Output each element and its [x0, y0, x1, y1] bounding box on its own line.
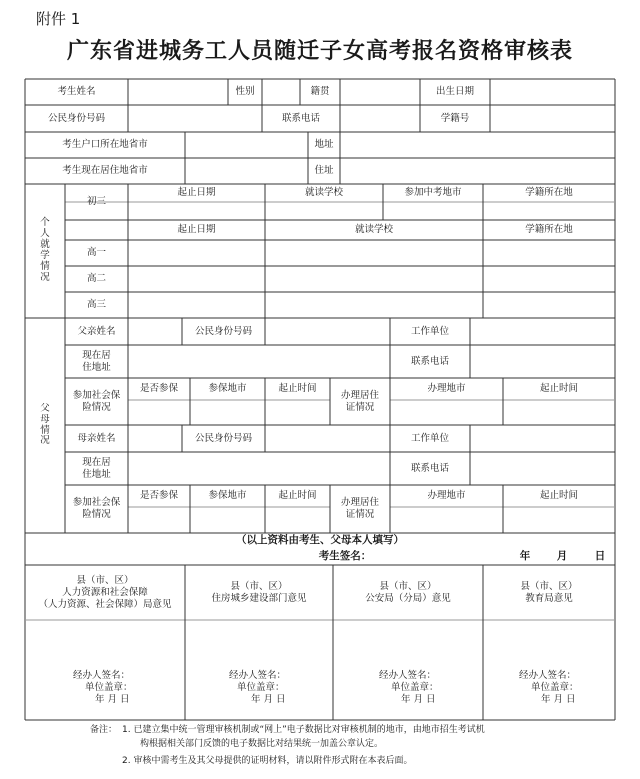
- label-birthdate: 出生日期: [435, 86, 474, 98]
- review-education-sign: [483, 660, 615, 716]
- label-father-work-unit: 工作单位: [410, 325, 449, 337]
- review-police-county: 县（市、区）: [379, 581, 437, 593]
- label-mother-insurance: 参加社会保险情况: [72, 497, 121, 520]
- note-2: 2. 审核中需考生及其父母提供的证明材料，请以附件形式附在本表后面。: [122, 756, 413, 766]
- label-senior1: 高一: [86, 247, 106, 259]
- note-1a: 1. 已建立集中统一管理审核机制或“网上”电子数据比对审核机制的地市，由地市招生考试机: [122, 725, 485, 735]
- label-origin: 籍贯: [310, 86, 330, 98]
- label-father-insurance: 参加社会保险情况: [72, 389, 121, 413]
- label-mother-work-unit: 工作单位: [410, 432, 449, 444]
- review-education-header: [483, 566, 615, 620]
- review-housing-label: 住房城乡建设部门意见: [211, 593, 307, 604]
- header-father-insured-city: 参保地市: [208, 383, 247, 395]
- label-father-id: 公民身份号码: [194, 325, 252, 337]
- label-mother-name: 母亲姓名: [77, 432, 116, 444]
- review-police-label: 公安局（分局）意见: [365, 593, 451, 604]
- notes-label: 备注：: [90, 725, 118, 735]
- label-id-number: 公民身份号码: [47, 112, 105, 124]
- review-education-county: 县（市、区）: [520, 581, 578, 593]
- sign-day: 日: [594, 550, 606, 563]
- label-gender: 性别: [235, 86, 255, 98]
- section-study-label: 个人就学情况: [40, 217, 50, 283]
- label-phone: 联系电话: [281, 112, 320, 124]
- review-hr-line2: （人力资源、社会保障）局意见: [38, 598, 172, 610]
- header-father-permit-period: 起止时间: [539, 383, 578, 395]
- note-1b: 构根据相关部门反馈的电子数据比对结果统一加盖公章认定。: [140, 739, 384, 749]
- header-mother-insured: 是否参保: [139, 490, 178, 502]
- section-parents: [25, 318, 65, 533]
- attachment-label: 附件 1: [36, 10, 81, 28]
- review-housing-county: 县（市、区）: [230, 581, 288, 593]
- review-police-sign: [333, 660, 483, 716]
- header-start-end-date-senior: 起止日期: [177, 224, 216, 236]
- header-roll-location: 学籍所在地: [525, 187, 573, 199]
- label-mother-residence-permit: 办理居住证情况: [340, 497, 379, 520]
- police-seal: 单位盖章：: [391, 682, 439, 694]
- label-mother-phone: 联系电话: [410, 462, 449, 474]
- header-exam-location: 参加中考地市: [404, 187, 462, 199]
- review-hr-sign: [25, 660, 185, 716]
- label-father-address: 现在居住地址: [82, 349, 111, 373]
- label-father-phone: 联系电话: [410, 355, 449, 367]
- filled-by-note: （以上资料由考生、父母本人填写）: [236, 534, 404, 547]
- header-roll-location-senior: 学籍所在地: [525, 224, 573, 236]
- police-date: 年 月 日: [401, 693, 436, 705]
- hr-handler: 经办人签名：: [73, 670, 131, 682]
- header-mother-period: 起止时间: [278, 490, 317, 502]
- label-address: 地址: [314, 139, 334, 151]
- label-senior3: 高三: [86, 299, 106, 311]
- sign-year: 年: [519, 550, 531, 563]
- label-hukou-province: 考生户口所在地省市: [62, 139, 148, 151]
- hr-seal: 单位盖章：: [85, 682, 133, 694]
- education-seal: 单位盖章：: [531, 682, 579, 694]
- housing-date: 年 月 日: [251, 693, 286, 705]
- header-father-insured: 是否参保: [139, 383, 178, 395]
- label-senior2: 高二: [86, 273, 106, 285]
- header-school: 就读学校: [304, 187, 343, 199]
- header-mother-insured-city: 参保地市: [208, 490, 247, 502]
- education-handler: 经办人签名：: [519, 670, 577, 682]
- hr-date: 年 月 日: [95, 693, 130, 705]
- label-father-name: 父亲姓名: [77, 325, 116, 337]
- sign-month: 月: [556, 550, 568, 563]
- housing-seal: 单位盖章：: [237, 682, 285, 694]
- review-hr-header: [25, 566, 185, 620]
- student-signature-label: 考生签名：: [318, 550, 372, 563]
- label-mother-id: 公民身份号码: [194, 432, 252, 444]
- label-junior3: 初三: [86, 196, 106, 208]
- header-father-permit-city: 办理地市: [427, 383, 466, 395]
- label-father-residence-permit: 办理居住证情况: [340, 389, 379, 413]
- education-date: 年 月 日: [541, 693, 576, 705]
- header-mother-permit-period: 起止时间: [539, 490, 578, 502]
- housing-handler: 经办人签名：: [229, 670, 287, 682]
- label-student-name: 考生姓名: [57, 86, 96, 98]
- label-mother-address: 现在居住地址: [82, 456, 111, 480]
- review-education-label: 教育局意见: [525, 593, 573, 604]
- label-residence-city: 考生现在居住地省市: [62, 165, 148, 177]
- header-mother-permit-city: 办理地市: [427, 490, 466, 502]
- header-start-end-date: 起止日期: [177, 187, 216, 199]
- review-hr-county: 县（市、区）: [76, 575, 134, 587]
- section-study: [25, 184, 65, 318]
- review-housing-sign: [185, 660, 333, 716]
- review-hr-line1: 人力资源和社会保障: [62, 587, 148, 599]
- label-residence-address: 住址: [314, 165, 334, 177]
- police-handler: 经办人签名：: [379, 670, 437, 682]
- label-student-no: 学籍号: [440, 112, 470, 124]
- form-title: 广东省进城务工人员随迁子女高考报名资格审核表: [66, 39, 573, 64]
- header-school-senior: 就读学校: [354, 224, 393, 236]
- review-housing-header: [185, 566, 333, 620]
- header-father-period: 起止时间: [278, 383, 317, 395]
- section-parents-label: 父母情况: [40, 402, 50, 447]
- review-police-header: [333, 566, 483, 620]
